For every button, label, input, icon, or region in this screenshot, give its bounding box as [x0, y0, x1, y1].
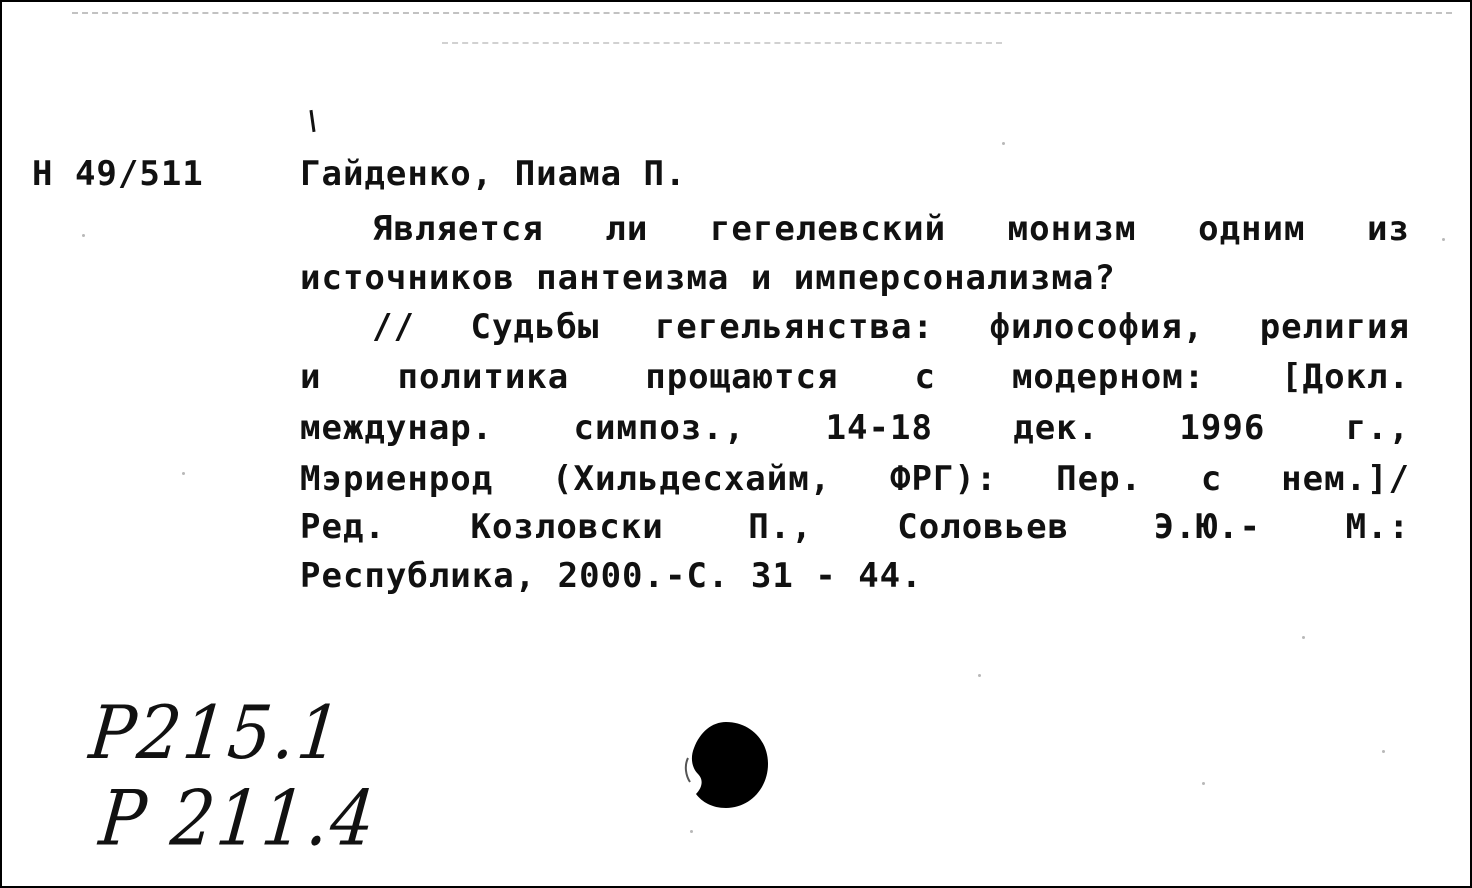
source-line-2: и политика прощаются с модерном: [Докл. [300, 360, 1410, 397]
speck [1202, 782, 1205, 785]
punch-hole-mark [682, 718, 770, 810]
source-line-6: Республика, 2000.-С. 31 - 44. [300, 556, 923, 596]
speck [182, 472, 185, 475]
author-heading: Гайденко, Пиама П. [300, 154, 687, 194]
tick-mark [309, 110, 315, 132]
speck [690, 830, 693, 833]
speck [1302, 636, 1305, 639]
top-rule-line-secondary [442, 42, 1002, 44]
handwritten-shelfmark-2: P 211.4 [95, 775, 381, 864]
title-line-2: источников пантеизма и имперсонализма? [300, 258, 1116, 298]
speck [82, 234, 85, 237]
source-line-3: междунар. симпоз., 14-18 дек. 1996 г., [300, 411, 1410, 448]
speck [1382, 750, 1385, 753]
speck [978, 674, 981, 677]
source-line-5: Ред. Козловски П., Соловьев Э.Ю.- М.: [300, 510, 1410, 547]
speck [1002, 142, 1005, 145]
title-line-1: Является ли гегелевский монизм одним из [372, 212, 1410, 249]
source-line-4: Мэриенрод (Хильдесхайм, ФРГ): Пер. с нем.]/ [300, 462, 1410, 499]
speck [1442, 238, 1445, 241]
handwritten-shelfmark-1: P215.1 [85, 690, 347, 777]
source-line-1: // Судьбы гегельянства: философия, религия [372, 310, 1410, 347]
call-number: Н 49/511 [32, 154, 204, 194]
top-rule-line [72, 12, 1452, 14]
